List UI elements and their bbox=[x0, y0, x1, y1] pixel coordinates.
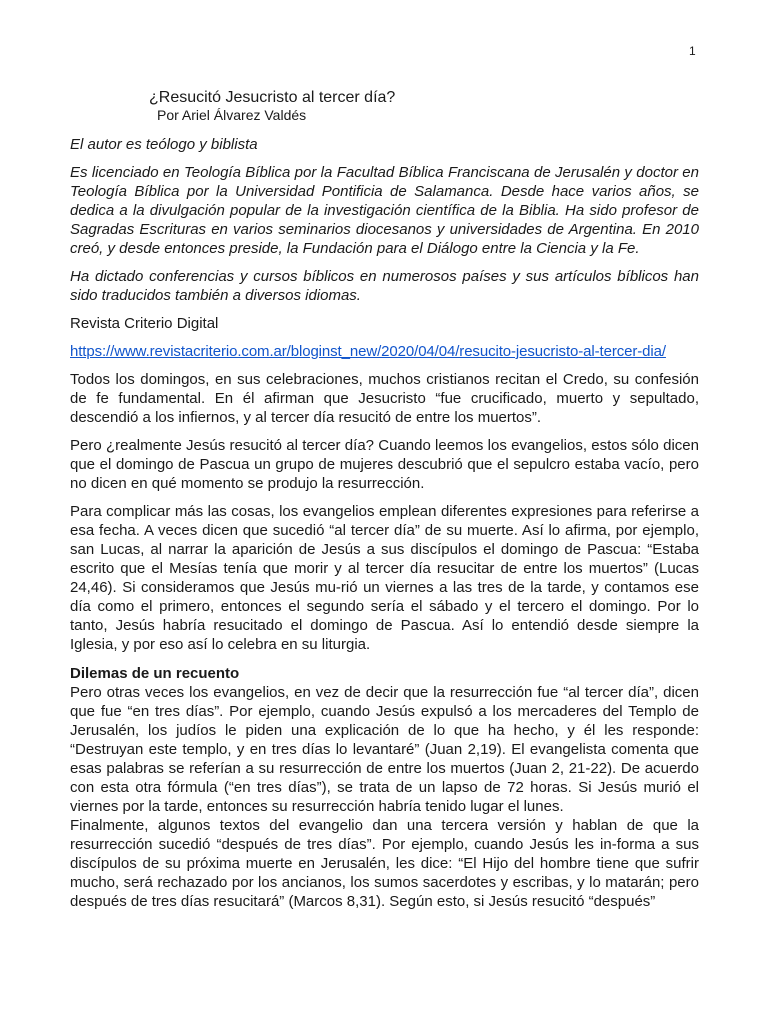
document-body bbox=[70, 88, 699, 911]
author-bio-paragraph-1: Es licenciado en Teología Bíblica por la Facultad Bíblica Franciscana de Jerusalén y doctor en Teología Bíblica por la Universidad Pontificia de Salamanca. Desde hace varios años, se dedica a la divulgación popular de la investigación científica de la Biblia. Ha sido profesor de Sagradas Escrituras en varios seminarios diocesanos y universidades de Argentina. En 2010 creó, y desde entonces preside, la Fundación para el Diálogo entre la Ciencia y la Fe. bbox=[70, 164, 699, 257]
body-paragraph-3: Para complicar más las cosas, los evangelios emplean diferentes expresiones para referirse a esa fecha. A veces dicen que sucedió “al tercer día” de su muerte. Así lo afirma, por ejemplo, san Lucas, al narrar la aparición de Jesús a sus discípulos el domingo de Pascua: “Estaba escrito que el Mesías tenía que morir y al tercer día resucitar de entre los muertos” (Lucas 24,46). Si consideramos que Jesús mu-rió un viernes a las tres de la tarde, y contamos ese día como el primero, entonces el segundo sería el sábado y el tercero el domingo. Por lo tanto, Jesús habría resucitado el domingo de Pascua. Así lo entendió desde siempre la Iglesia, y por eso así lo celebra en su liturgia. bbox=[70, 503, 699, 653]
body-paragraph-5: Finalmente, algunos textos del evangelio dan una tercera versión y hablan de que la resurrección sucedió “después de tres días”. Por ejemplo, cuando Jesús les in-forma a sus discípulos de su próxima muerte en Jerusalén, les dice: “El Hijo del hombre tiene que sufrir mucho, será rechazado por los ancianos, los sumos sacerdotes y escribas, y lo matarán; pero después de tres días resucitará” (Marcos 8,31). Según esto, si Jesús resucitó “después” bbox=[70, 817, 699, 910]
article-title: ¿Resucitó Jesucristo al tercer día? bbox=[149, 89, 396, 106]
source-link[interactable]: https://www.revistacriterio.com.ar/bloginst_new/2020/04/04/resucito-jesucristo-al-tercer-dia/ bbox=[70, 343, 666, 360]
article-byline: Por Ariel Álvarez Valdés bbox=[157, 107, 307, 123]
author-bio-paragraph-2: Ha dictado conferencias y cursos bíblicos en numerosos países y sus artículos bíblicos han sido traducidos también a diversos idiomas. bbox=[70, 268, 699, 304]
section-heading: Dilemas de un recuento bbox=[70, 665, 240, 682]
body-paragraph-4: Pero otras veces los evangelios, en vez de decir que la resurrección fue “al tercer día”, dicen que fue “en tres días”. Por ejemplo, cuando Jesús expulsó a los mercaderes del Templo de Jerusalén, los judíos le piden una explicación de lo que ha hecho, y él les responde: “Destruyan este templo, y en tres días lo levantaré” (Juan 2,19). El evangelista comenta que esas palabras se referían a su resurrección de entre los muertos (Juan 2, 21-22). De acuerdo con esta otra fórmula (“en tres días”), se trata de un lapso de 72 horas. Si Jesús murió el viernes por la tarde, entonces su resurrección habría tenido lugar el lunes. bbox=[70, 684, 699, 815]
source-name: Revista Criterio Digital bbox=[70, 315, 219, 332]
page-number: 1 bbox=[689, 44, 696, 58]
body-paragraph-1: Todos los domingos, en sus celebraciones, muchos cristianos recitan el Credo, su confesión de fe fundamental. En él afirman que Jesucristo “fue crucificado, muerto y sepultado, descendió a los infiernos, y al tercer día resucitó de entre los muertos”. bbox=[70, 371, 699, 426]
body-paragraph-2: Pero ¿realmente Jesús resucitó al tercer día? Cuando leemos los evangelios, estos sólo dicen que el domingo de Pascua un grupo de mujeres descubrió que el sepulcro estaba vacío, pero no dicen en qué momento se produjo la resurrección. bbox=[70, 437, 699, 492]
author-tagline: El autor es teólogo y biblista bbox=[70, 136, 258, 153]
